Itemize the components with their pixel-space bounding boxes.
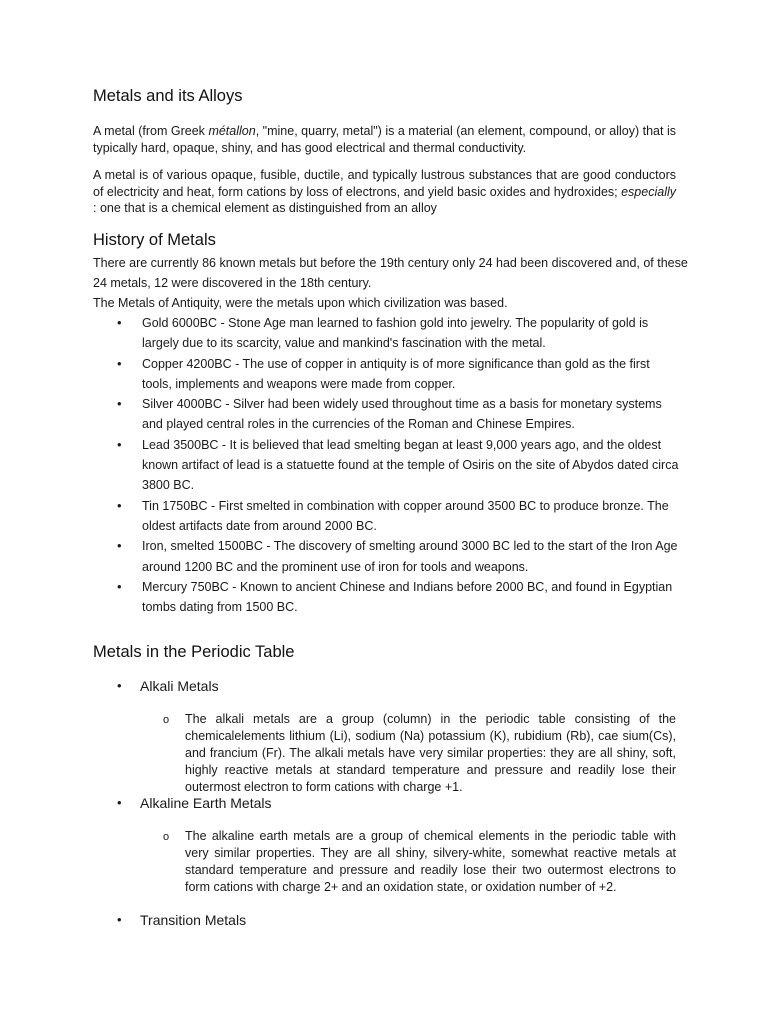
- list-item: • Tin 1750BC - First smelted in combination with copper around 3500 BC to produce bronze. The oldest artifacts date from around 2000 BC.: [93, 496, 683, 537]
- history-heading: History of Metals: [93, 231, 216, 249]
- intro-paragraph-1: A metal (from Greek métallon, "mine, quarry, metal") is a material (an element, compound, or alloy) that is typically hard, opaque, shiny, and has good electrical and thermal conductivity.: [93, 124, 677, 155]
- bullet-icon: •: [117, 795, 122, 810]
- description-text: The alkaline earth metals are a group of chemical elements in the periodic table with very similar properties. They are all shiny, silvery-white, somewhat reactive metals at standard temperature and pressure and readily lose their two outermost electrons to form cations with charge 2+ and an oxidation state, or oxidation number of +2.: [185, 829, 676, 894]
- sub-bullet-icon: o: [163, 831, 170, 843]
- sub-bullet-icon: o: [163, 714, 170, 726]
- periodic-heading: Metals in the Periodic Table: [93, 643, 295, 661]
- history-list: [93, 313, 683, 617]
- description-text: The alkali metals are a group (column) in the periodic table consisting of the chemicalelements lithium (Li), sodium (Na) potassium (K), rubidium (Rb), cae sium(Cs), and francium (Fr). The alkali metals have very similar properties: they are all shiny, soft, highly reactive metals at standard temperature and pressure and readily lose their outermost electron to form cations with charge +1.: [185, 712, 676, 794]
- list-item: • Gold 6000BC - Stone Age man learned to fashion gold into jewelry. The popularity of gold is largely due to its scarcity, value and mankind's fascination with the metal.: [93, 313, 683, 354]
- page-title: Metals and its Alloys: [93, 87, 243, 105]
- list-item: • Iron, smelted 1500BC - The discovery of smelting around 3000 BC led to the start of the Iron Age around 1200 BC and the prominent use of iron for tools and weapons.: [93, 536, 683, 577]
- intro-paragraph-2: A metal is of various opaque, fusible, ductile, and typically lustrous substances that are good conductors of electricity and heat, form cations by loss of electrons, and yield basic oxides and hydroxides; especially : one that is a chemical element as distinguished from an alloy: [93, 168, 676, 215]
- list-item: • Silver 4000BC - Silver had been widely used throughout time as a basis for monetary systems and played central roles in the currencies of the Roman and Chinese Empires.: [93, 394, 683, 435]
- history-paragraph-1: There are currently 86 known metals but before the 19th century only 24 had been discovered and, of these 24 metals, 12 were discovered in the 18th century.: [93, 256, 688, 290]
- list-item: • Copper 4200BC - The use of copper in antiquity is of more significance than gold as the first tools, implements and weapons were made from copper.: [93, 354, 683, 395]
- list-item: • Mercury 750BC - Known to ancient Chinese and Indians before 2000 BC, and found in Egyptian tombs dating from 1500 BC.: [93, 577, 683, 618]
- category-label: Transition Metals: [140, 912, 247, 928]
- category-label: Alkali Metals: [140, 678, 219, 694]
- bullet-icon: •: [117, 912, 122, 927]
- history-paragraph-2: The Metals of Antiquity, were the metals upon which civilization was based.: [93, 296, 508, 310]
- category-label: Alkaline Earth Metals: [140, 795, 272, 811]
- bullet-icon: •: [117, 678, 122, 693]
- list-item: • Lead 3500BC - It is believed that lead smelting began at least 9,000 years ago, and the oldest known artifact of lead is a statuette found at the temple of Osiris on the site of Abydos dated circa 3800 BC.: [93, 435, 683, 496]
